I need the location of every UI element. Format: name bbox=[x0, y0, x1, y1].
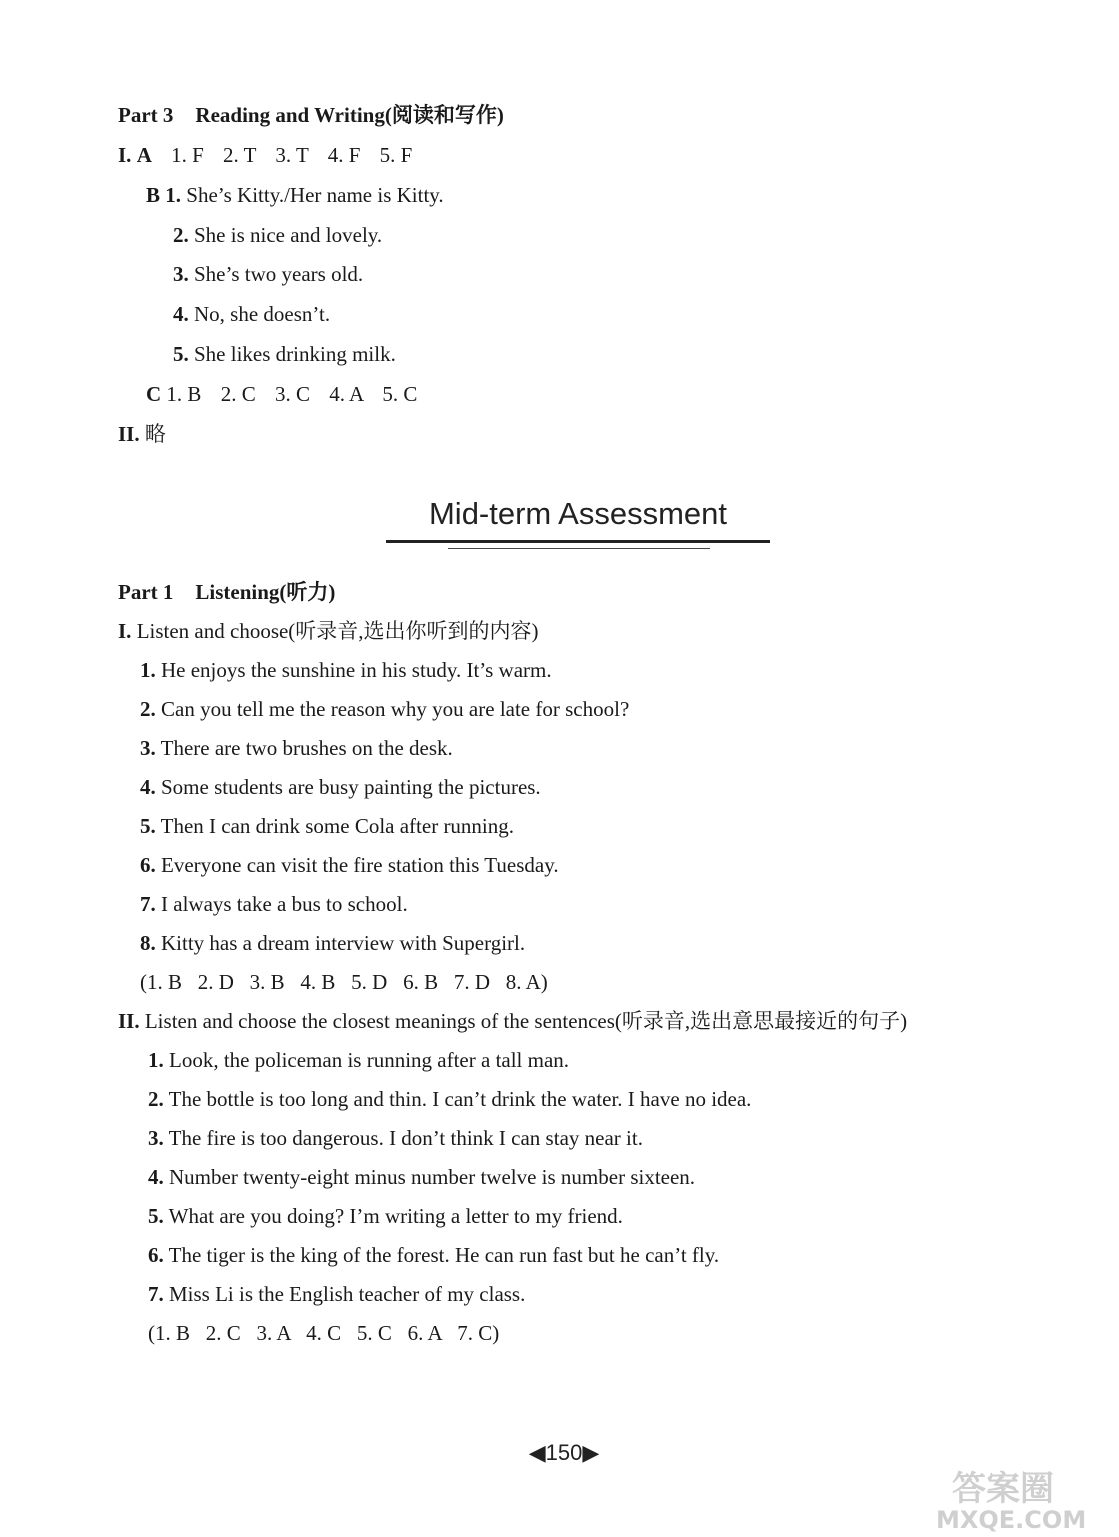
item-number: 6. bbox=[148, 1243, 164, 1267]
item-text: The bottle is too long and thin. I can’t drink the water. I have no idea. bbox=[168, 1087, 752, 1111]
item-number: 3. bbox=[173, 262, 189, 286]
part3-II-row bbox=[118, 420, 166, 448]
item-text: The fire is too dangerous. I don’t think I can stay near it. bbox=[168, 1126, 643, 1150]
part1-I-item bbox=[140, 773, 541, 801]
watermark-text: MXQE.COM bbox=[936, 1506, 1087, 1532]
part3-C-row bbox=[146, 380, 417, 408]
section-title: Mid-term Assessment bbox=[428, 496, 727, 531]
item-number: 2. bbox=[173, 223, 189, 247]
part1-II-label: II. bbox=[118, 1009, 140, 1033]
part1-I-item bbox=[140, 851, 559, 879]
part3-B-item bbox=[173, 300, 330, 328]
part3-I-A-row bbox=[118, 141, 412, 169]
item-number: 2. bbox=[148, 1087, 164, 1111]
part3-C-answer: 1. B bbox=[166, 382, 202, 406]
item-number: 3. bbox=[140, 736, 156, 760]
item-number: 5. bbox=[140, 814, 156, 838]
watermark-logo bbox=[932, 1466, 1114, 1532]
part1-heading-number: Part 1 bbox=[118, 580, 174, 604]
item-number: 7. bbox=[140, 892, 156, 916]
item-number: 2. bbox=[140, 697, 156, 721]
part3-II-text: 略 bbox=[144, 422, 166, 446]
item-text: The tiger is the king of the forest. He can run fast but he can’t fly. bbox=[168, 1243, 720, 1267]
item-number: 4. bbox=[148, 1165, 164, 1189]
part3-C-label: C bbox=[146, 382, 162, 406]
part3-B-item bbox=[173, 340, 396, 368]
svg-text:答案圈: 答案圈 bbox=[952, 1469, 1054, 1509]
item-number: 4. bbox=[173, 302, 189, 326]
item-number: 5. bbox=[148, 1204, 164, 1228]
part1-II-item bbox=[148, 1202, 623, 1230]
part3-B-label: B bbox=[146, 183, 161, 207]
part1-II-item bbox=[148, 1163, 695, 1191]
part1-II-instruction bbox=[118, 1007, 907, 1035]
part3-A-answer: 5. F bbox=[379, 143, 413, 167]
item-number: 3. bbox=[148, 1126, 164, 1150]
part3-heading-title: Reading and Writing(阅读和写作) bbox=[195, 103, 504, 127]
part1-I-label: I. bbox=[118, 619, 132, 643]
title-underline-thin bbox=[448, 548, 710, 549]
item-number: 4. bbox=[140, 775, 156, 799]
part3-heading bbox=[118, 101, 504, 129]
part1-I-instruction bbox=[118, 617, 539, 645]
item-number: 1. bbox=[140, 658, 156, 682]
part1-II-item bbox=[148, 1280, 525, 1308]
item-text: There are two brushes on the desk. bbox=[160, 736, 453, 760]
page-number-value: 150 bbox=[545, 1440, 583, 1465]
left-arrow-icon: ◀ bbox=[528, 1440, 546, 1465]
right-arrow-icon: ▶ bbox=[582, 1440, 600, 1465]
part1-heading bbox=[118, 578, 335, 606]
item-text: Miss Li is the English teacher of my class. bbox=[169, 1282, 526, 1306]
part3-C-answer: 4. A bbox=[329, 382, 364, 406]
item-text: Some students are busy painting the pictures. bbox=[161, 775, 541, 799]
item-text: Can you tell me the reason why you are late for school? bbox=[161, 697, 630, 721]
page-number bbox=[514, 1440, 614, 1466]
title-underline bbox=[386, 540, 770, 543]
part3-A-answer: 3. T bbox=[275, 143, 309, 167]
part1-I-instruction-text: Listen and choose(听录音,选出你听到的内容) bbox=[136, 619, 539, 643]
item-text: I always take a bus to school. bbox=[161, 892, 408, 916]
item-text: No, she doesn’t. bbox=[194, 302, 331, 326]
item-text: She is nice and lovely. bbox=[194, 223, 383, 247]
part3-C-answer: 5. C bbox=[382, 382, 418, 406]
part1-II-item bbox=[148, 1124, 643, 1152]
part3-A-answer: 4. F bbox=[327, 143, 361, 167]
part3-A-label: A bbox=[136, 143, 152, 167]
part3-A-answer: 1. F bbox=[171, 143, 204, 167]
part1-II-item bbox=[148, 1046, 569, 1074]
item-number: 1. bbox=[165, 183, 182, 207]
part1-II-item bbox=[148, 1241, 719, 1269]
item-text: She likes drinking milk. bbox=[194, 342, 396, 366]
part1-I-answers: (1. B 2. D 3. B 4. B 5. D 6. B 7. D 8. A) bbox=[140, 970, 548, 994]
item-number: 6. bbox=[140, 853, 156, 877]
part3-B-item bbox=[173, 221, 382, 249]
part1-II-item bbox=[148, 1085, 751, 1113]
item-text: Then I can drink some Cola after running. bbox=[160, 814, 515, 838]
item-number: 8. bbox=[140, 931, 156, 955]
part3-B-item bbox=[173, 260, 363, 288]
item-text: What are you doing? I’m writing a letter to my friend. bbox=[168, 1204, 623, 1228]
part3-C-answer: 3. C bbox=[274, 382, 310, 406]
part1-heading-title: Listening(听力) bbox=[195, 580, 336, 604]
item-text: He enjoys the sunshine in his study. It’s warm. bbox=[161, 658, 552, 682]
item-text: Kitty has a dream interview with Supergirl. bbox=[161, 931, 526, 955]
item-text: Everyone can visit the fire station this Tuesday. bbox=[161, 853, 559, 877]
part1-II-instruction-text: Listen and choose the closest meanings of the sentences(听录音,选出意思最接近的句子) bbox=[144, 1009, 908, 1033]
part3-heading-number: Part 3 bbox=[118, 103, 174, 127]
item-number: 5. bbox=[173, 342, 189, 366]
watermark-logo-icon bbox=[932, 1466, 1114, 1532]
part1-I-item bbox=[140, 695, 629, 723]
part3-II-label: II. bbox=[118, 422, 140, 446]
item-text: Number twenty-eight minus number twelve is number sixteen. bbox=[169, 1165, 696, 1189]
item-number: 7. bbox=[148, 1282, 164, 1306]
part1-II-answers: (1. B 2. C 3. A 4. C 5. C 6. A 7. C) bbox=[148, 1321, 500, 1345]
item-number: 1. bbox=[148, 1048, 164, 1072]
part3-C-answer: 2. C bbox=[220, 382, 256, 406]
part1-I-item bbox=[140, 656, 552, 684]
part3-I-label: I. bbox=[118, 143, 132, 167]
item-text: She’s Kitty./Her name is Kitty. bbox=[186, 183, 444, 207]
part1-I-item bbox=[140, 890, 408, 918]
part3-B-item bbox=[146, 181, 444, 209]
item-text: She’s two years old. bbox=[194, 262, 364, 286]
part1-I-item bbox=[140, 929, 525, 957]
part1-I-item bbox=[140, 812, 514, 840]
item-text: Look, the policeman is running after a tall man. bbox=[169, 1048, 570, 1072]
part1-I-item bbox=[140, 734, 453, 762]
part3-A-answer: 2. T bbox=[223, 143, 257, 167]
